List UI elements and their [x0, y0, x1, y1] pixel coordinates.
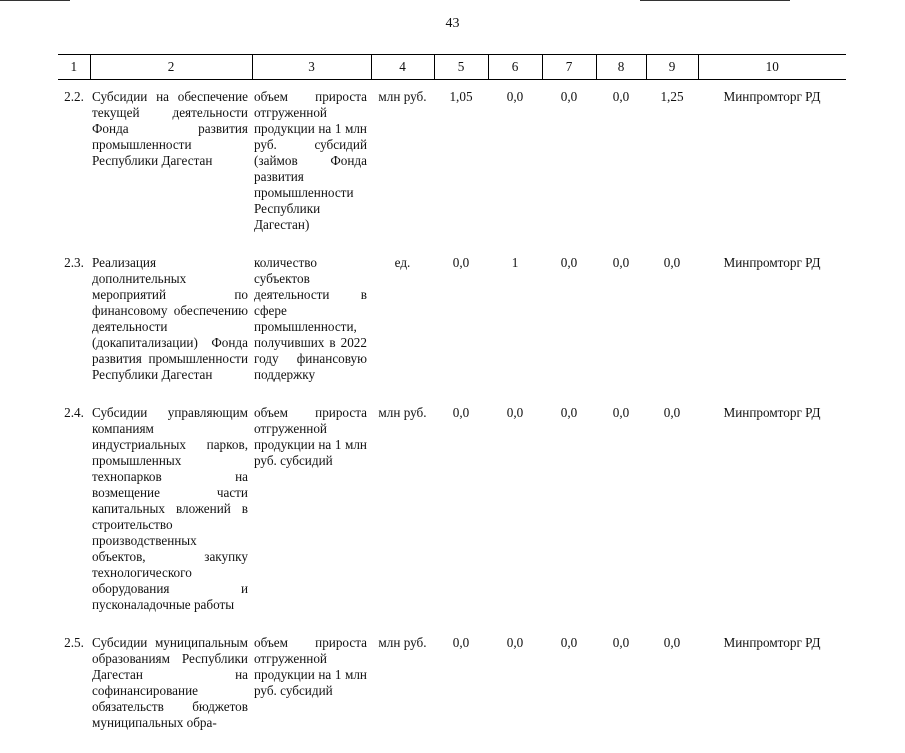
executor: Минпромторг РД — [723, 635, 821, 650]
value-col6: 0,0 — [506, 635, 524, 650]
value-col7: 0,0 — [560, 255, 578, 270]
executor: Минпромторг РД — [723, 89, 821, 104]
column-header: 1 — [58, 55, 90, 80]
value-col8: 0,0 — [612, 635, 630, 650]
measure-name: Субсидии на обеспечение текущей деятельности Фонда развития промышленности Республики Дагестан — [92, 89, 248, 168]
value-col5: 0,0 — [452, 405, 470, 420]
column-header: 7 — [542, 55, 596, 80]
column-header: 2 — [90, 55, 252, 80]
value-col9: 0,0 — [663, 635, 681, 650]
unit: млн руб. — [378, 635, 427, 650]
row-number: 2.2. — [64, 89, 84, 104]
value-col7: 0,0 — [560, 405, 578, 420]
value-col9: 0,0 — [663, 255, 681, 270]
indicator-name: объем прироста отгруженной продукции на 1 млн руб. субсидий — [254, 405, 367, 468]
table-row — [58, 405, 846, 635]
column-header: 8 — [596, 55, 646, 80]
page-number: 43 — [445, 16, 460, 31]
value-col9: 1,25 — [660, 89, 684, 104]
program-table — [58, 54, 846, 753]
indicator-name: объем прироста отгруженной продукции на 1 млн руб. субсидий — [254, 635, 367, 698]
measure-name: Реализация дополнительных мероприятий по финансовому обеспечению деятельности (докапитализации) Фонда развития промышленности Республики Дагестан — [92, 255, 248, 382]
measure-name: Субсидии управляющим компаниям индустриальных парков, промышленных технопарков на возмещение части капитальных вложений в строительство производственных объектов, закупку технологического оборудования и пусконаладочные работы — [92, 405, 248, 612]
value-col7: 0,0 — [560, 89, 578, 104]
top-border-left — [0, 0, 70, 1]
value-col9: 0,0 — [663, 405, 681, 420]
value-col6: 0,0 — [506, 89, 524, 104]
executor: Минпромторг РД — [723, 405, 821, 420]
row-number: 2.3. — [64, 255, 84, 270]
row-number: 2.4. — [64, 405, 84, 420]
column-header: 5 — [434, 55, 488, 80]
table-row — [58, 80, 846, 256]
value-col8: 0,0 — [612, 405, 630, 420]
measure-name: Субсидии муниципальным образованиям Республики Дагестан на софинансирование обязательств бюджетов муниципальных обра- — [92, 635, 248, 730]
row-number: 2.5. — [64, 635, 84, 650]
value-col5: 0,0 — [452, 635, 470, 650]
table-row — [58, 255, 846, 405]
value-col8: 0,0 — [612, 89, 630, 104]
value-col6: 0,0 — [506, 405, 524, 420]
value-col6: 1 — [511, 255, 519, 270]
table-row — [58, 635, 846, 753]
unit: ед. — [394, 255, 411, 270]
column-header: 6 — [488, 55, 542, 80]
top-border-right — [640, 0, 790, 1]
column-header: 4 — [371, 55, 434, 80]
value-col5: 0,0 — [452, 255, 470, 270]
indicator-name: количество субъектов деятельности в сфере промышленности, получивших в 2022 году финансовую поддержку — [254, 255, 367, 382]
value-col7: 0,0 — [560, 635, 578, 650]
value-col8: 0,0 — [612, 255, 630, 270]
unit: млн руб. — [378, 89, 427, 104]
column-header: 10 — [698, 55, 846, 80]
column-header: 3 — [252, 55, 371, 80]
column-number-row — [58, 55, 846, 80]
value-col5: 1,05 — [449, 89, 473, 104]
unit: млн руб. — [378, 405, 427, 420]
column-header: 9 — [646, 55, 698, 80]
executor: Минпромторг РД — [723, 255, 821, 270]
indicator-name: объем прироста отгруженной продукции на 1 млн руб. субсидий (займов Фонда развития промышленности Республики Дагестан) — [254, 89, 367, 232]
